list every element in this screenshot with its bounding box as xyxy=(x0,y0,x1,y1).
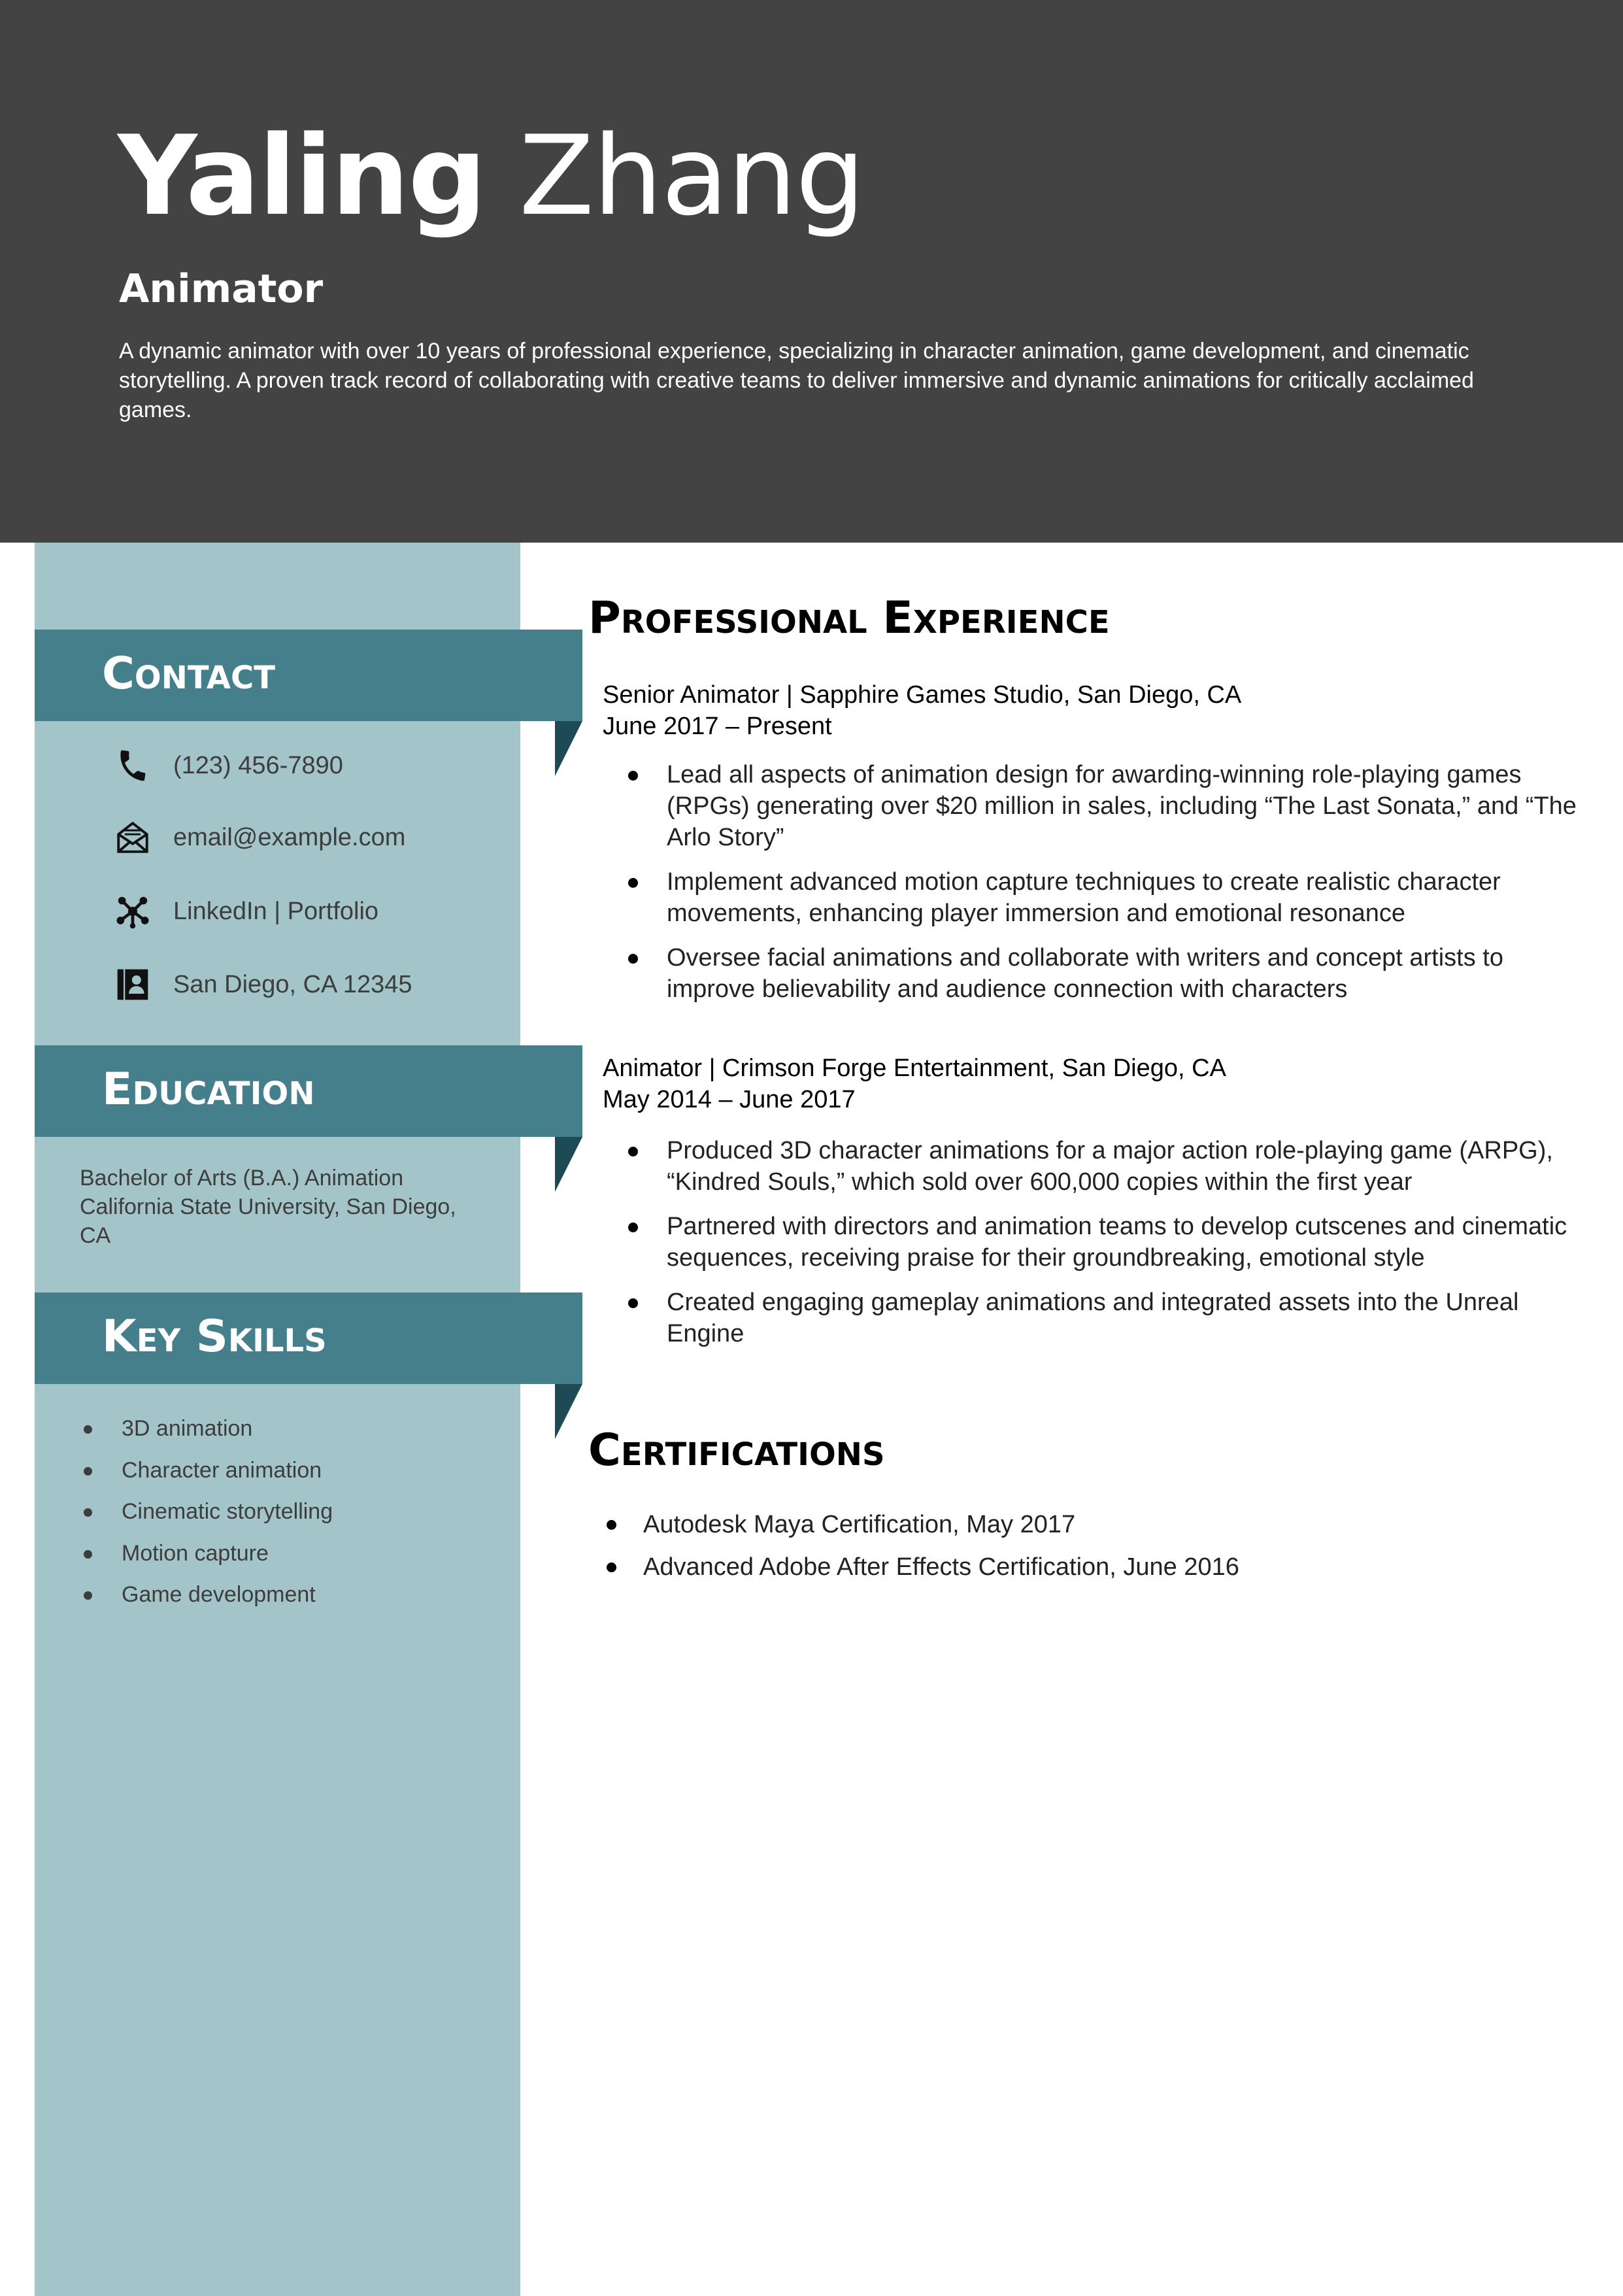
education-banner-tail xyxy=(555,1137,582,1192)
job-bullet: Partnered with directors and animation teams to develop cutscenes and cinematic sequences, receiving praise for their groundbreaking, emotional style xyxy=(603,1211,1583,1274)
school-state: CA xyxy=(80,1223,111,1248)
job-bullet: Created engaging gameplay animations and integrated assets into the Unreal Engine xyxy=(603,1287,1583,1349)
contact-banner xyxy=(35,630,582,721)
job-1-dates: June 2017 – Present xyxy=(603,713,832,740)
skill-item: Motion capture xyxy=(80,1533,333,1575)
education-entry xyxy=(80,1164,505,1250)
skill-item: Cinematic storytelling xyxy=(80,1491,333,1533)
email-address: email@example.com xyxy=(173,823,406,851)
contact-banner-tail xyxy=(555,721,582,776)
professional-summary: A dynamic animator with over 10 years of professional experience, specializing in character animation, game development, and cinematic storytelling. A proven track record of collaborating with creative teams to deliver immersive and dynamic animations for critically acclaimed games. xyxy=(119,339,1474,422)
skill-item: 3D animation xyxy=(80,1408,333,1450)
certification-item: Autodesk Maya Certification, May 2017 xyxy=(603,1504,1239,1546)
education-banner xyxy=(35,1045,582,1137)
certifications-heading: Certifications xyxy=(588,1425,885,1476)
skills-banner xyxy=(35,1292,582,1384)
envelope-icon xyxy=(113,818,152,857)
last-name: Zhang xyxy=(519,112,864,240)
network-icon xyxy=(113,892,152,931)
school-name: California State University, San Diego, xyxy=(80,1194,456,1219)
job-2-role: Animator | Crimson Forge Entertainment, San Diego, CA xyxy=(603,1055,1226,1082)
skills-heading: Key Skills xyxy=(102,1311,327,1362)
job-bullet: Produced 3D character animations for a major action role-playing game (ARPG), “Kindred Souls,” which sold over 600,000 copies within the first year xyxy=(603,1135,1583,1198)
job-2-dates: May 2014 – June 2017 xyxy=(603,1086,856,1113)
skill-item: Character animation xyxy=(80,1450,333,1492)
address-book-icon xyxy=(113,965,152,1004)
phone-number: (123) 456-7890 xyxy=(173,751,343,779)
contact-email[interactable] xyxy=(113,818,405,857)
job-2-bullets xyxy=(603,1135,1583,1362)
certifications-list xyxy=(603,1504,1239,1589)
contact-heading: Contact xyxy=(102,648,276,700)
contact-phone[interactable] xyxy=(113,746,343,785)
job-bullet: Implement advanced motion capture techniques to create realistic character movements, enhancing player immersion and emotional resonance xyxy=(603,866,1583,929)
first-name: Yaling xyxy=(118,112,486,240)
contact-links[interactable] xyxy=(113,892,378,931)
skills-banner-tail xyxy=(555,1384,582,1439)
job-title: Animator xyxy=(119,266,324,312)
contact-address xyxy=(113,965,412,1004)
candidate-name xyxy=(118,112,864,240)
experience-heading: Professional Experience xyxy=(588,592,1110,644)
address: San Diego, CA 12345 xyxy=(173,970,412,998)
job-1-role: Senior Animator | Sapphire Games Studio, San Diego, CA xyxy=(603,681,1242,709)
degree: Bachelor of Arts (B.A.) Animation xyxy=(80,1166,404,1190)
skill-item: Game development xyxy=(80,1574,333,1616)
job-1-bullets xyxy=(603,759,1583,1018)
skills-list xyxy=(80,1408,333,1616)
certification-item: Advanced Adobe After Effects Certification, June 2016 xyxy=(603,1546,1239,1589)
job-bullet: Lead all aspects of animation design for awarding-winning role-playing games (RPGs) generating over $20 million in sales, including “The Last Sonata,” and “The Arlo Story” xyxy=(603,759,1583,853)
job-bullet: Oversee facial animations and collaborate with writers and concept artists to improve believability and audience connection with characters xyxy=(603,942,1583,1005)
resume-header xyxy=(0,0,1623,543)
linkedin-portfolio-links: LinkedIn | Portfolio xyxy=(173,897,379,925)
education-heading: Education xyxy=(102,1064,315,1115)
phone-icon xyxy=(113,746,152,785)
